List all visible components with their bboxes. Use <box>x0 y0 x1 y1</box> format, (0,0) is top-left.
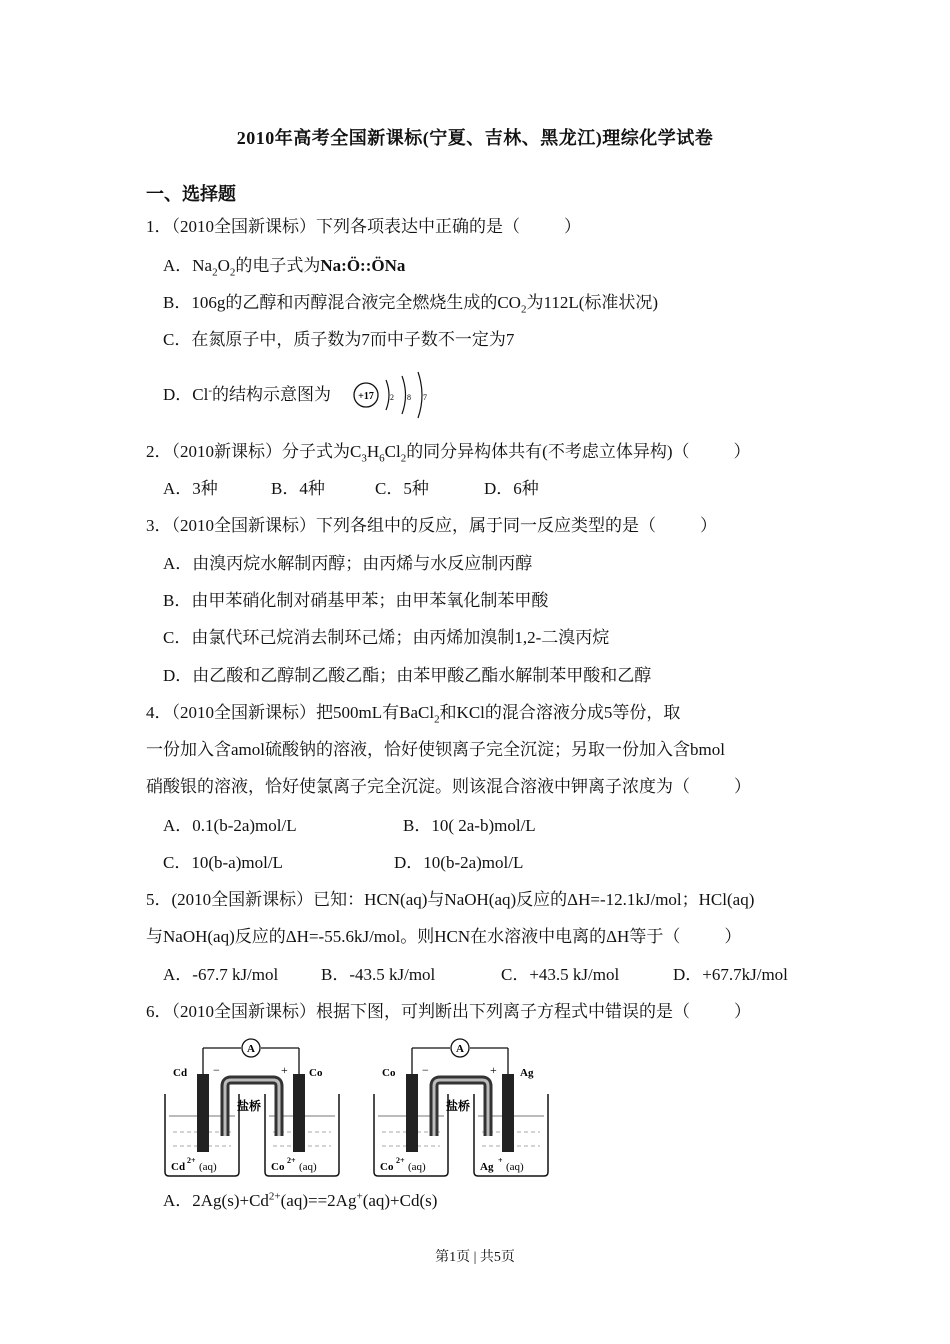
svg-text:+17: +17 <box>358 391 374 402</box>
svg-text:A: A <box>247 1043 255 1055</box>
svg-text:−: − <box>213 1063 220 1077</box>
svg-text:2+: 2+ <box>187 1156 196 1165</box>
question-5-stem-line-2: 与NaOH(aq)反应的ΔH=-55.6kJ/mol。则HCN在水溶液中电离的ΔH等于（ ） <box>146 927 742 946</box>
question-5-option-c: C．+43.5 kJ/mol <box>501 965 620 984</box>
question-5-option-a: A．-67.7 kJ/mol <box>163 965 279 984</box>
question-2-option-d: D．6种 <box>484 479 539 498</box>
svg-text:Ag: Ag <box>480 1161 494 1173</box>
chloride-structure-diagram <box>352 368 432 420</box>
svg-text:(aq): (aq) <box>506 1161 524 1173</box>
svg-text:盐桥: 盐桥 <box>446 1099 471 1113</box>
svg-text:+: + <box>498 1156 503 1165</box>
question-3-option-a: A．由溴丙烷水解制丙醇；由丙烯与水反应制丙醇 <box>163 554 533 573</box>
question-3-stem: 3．（2010全国新课标）下列各组中的反应，属于同一反应类型的是（ ） <box>146 516 717 535</box>
svg-text:Cd: Cd <box>171 1161 186 1173</box>
svg-text:2+: 2+ <box>396 1156 405 1165</box>
svg-text:Co: Co <box>309 1067 323 1079</box>
question-6-stem: 6．（2010全国新课标）根据下图，可判断出下列离子方程式中错误的是（ ） <box>146 1002 751 1021</box>
question-4-stem-line-1: 4．（2010全国新课标）把500mL有BaCl$_2$和KCl的混合溶液分成5等份，取 <box>146 703 681 726</box>
svg-text:A: A <box>456 1043 464 1055</box>
question-2-stem: 2．（2010新课标）分子式为$C_3H_6Cl_2$的同分异构体共有(不考虑立体异构)（ ） <box>146 442 751 465</box>
ag-electrode <box>502 1074 514 1152</box>
svg-text:盐桥: 盐桥 <box>237 1099 262 1113</box>
svg-text:7: 7 <box>423 393 427 402</box>
page-title: 2010年高考全国新课标(宁夏、吉林、黑龙江)理综化学试卷 <box>236 128 714 148</box>
svg-text:8: 8 <box>407 393 411 402</box>
svg-text:2+: 2+ <box>287 1156 296 1165</box>
question-2-option-b: B．4种 <box>271 479 325 498</box>
svg-text:−: − <box>422 1063 429 1077</box>
electron-formula: Na:Ö::ÖNa <box>320 256 406 275</box>
cd-electrode <box>197 1074 209 1152</box>
question-4-option-a: A．0.1(b-2a)mol/L <box>163 816 297 835</box>
svg-text:Co: Co <box>382 1067 396 1079</box>
question-4-option-d: D．10(b-2a)mol/L <box>394 853 524 872</box>
svg-text:+: + <box>281 1063 288 1077</box>
svg-text:Ag: Ag <box>520 1067 534 1079</box>
question-3-option-d: D．由乙酸和乙醇制乙酸乙酯；由苯甲酸乙酯水解制苯甲酸和乙醇 <box>163 666 652 685</box>
svg-text:(aq): (aq) <box>408 1161 426 1173</box>
page-footer: 第1页 | 共5页 <box>435 1250 515 1265</box>
co-electrode <box>293 1074 305 1152</box>
svg-text:+: + <box>490 1063 497 1077</box>
svg-text:Co: Co <box>271 1161 285 1173</box>
galvanic-cell-co-ag <box>372 1036 552 1178</box>
question-4-stem-line-3: 硝酸银的溶液，恰好使氯离子完全沉淀。则该混合溶液中钾离子浓度为（ ） <box>146 777 751 796</box>
question-1-option-b: B．106g的乙醇和丙醇混合液完全燃烧生成的$CO_2$为112L(标准状况) <box>163 293 659 316</box>
question-6-option-a: A．$2Ag(s)+Cd^{2+}(aq)==2Ag^+(aq)+Cd(s)$ <box>163 1190 438 1210</box>
question-1-option-d: D．Cl-的结构示意图为 <box>163 384 332 404</box>
question-5-stem-line-1: 5．(2010全国新课标）已知：HCN(aq)与NaOH(aq)反应的ΔH=-12.1kJ/mol；HCl(aq) <box>146 890 755 909</box>
question-3-option-c: C．由氯代环己烷消去制环己烯；由丙烯加溴制1,2-二溴丙烷 <box>163 628 610 647</box>
question-4-stem-line-2: 一份加入含amol硫酸钠的溶液，恰好使钡离子完全沉淀；另取一份加入含bmol <box>146 740 725 759</box>
question-4-option-b: B．10( 2a-b)mol/L <box>403 816 536 835</box>
question-1-stem: 1．（2010全国新课标）下列各项表达中正确的是（ ） <box>146 217 581 236</box>
question-4-option-c: C．10(b-a)mol/L <box>163 853 283 872</box>
svg-text:(aq): (aq) <box>199 1161 217 1173</box>
question-3-option-b: B．由甲苯硝化制对硝基甲苯；由甲苯氧化制苯甲酸 <box>163 591 549 610</box>
svg-text:(aq): (aq) <box>299 1161 317 1173</box>
question-5-option-d: D．+67.7kJ/mol <box>673 965 788 984</box>
question-5-option-b: B．-43.5 kJ/mol <box>321 965 436 984</box>
svg-text:Cd: Cd <box>173 1067 188 1079</box>
svg-text:Co: Co <box>380 1161 394 1173</box>
question-1-option-a: A．$Na_2O_2$的电子式为Na:Ö::ÖNa <box>163 256 406 279</box>
question-1-option-c: C．在氮原子中，质子数为7而中子数不一定为7 <box>163 330 515 349</box>
question-2-option-a: A．3种 <box>163 479 218 498</box>
svg-text:2: 2 <box>390 393 394 402</box>
co-electrode <box>406 1074 418 1152</box>
galvanic-cell-cd-co <box>163 1036 343 1178</box>
section-heading: 一、选择题 <box>146 184 236 204</box>
question-2-option-c: C．5种 <box>375 479 429 498</box>
